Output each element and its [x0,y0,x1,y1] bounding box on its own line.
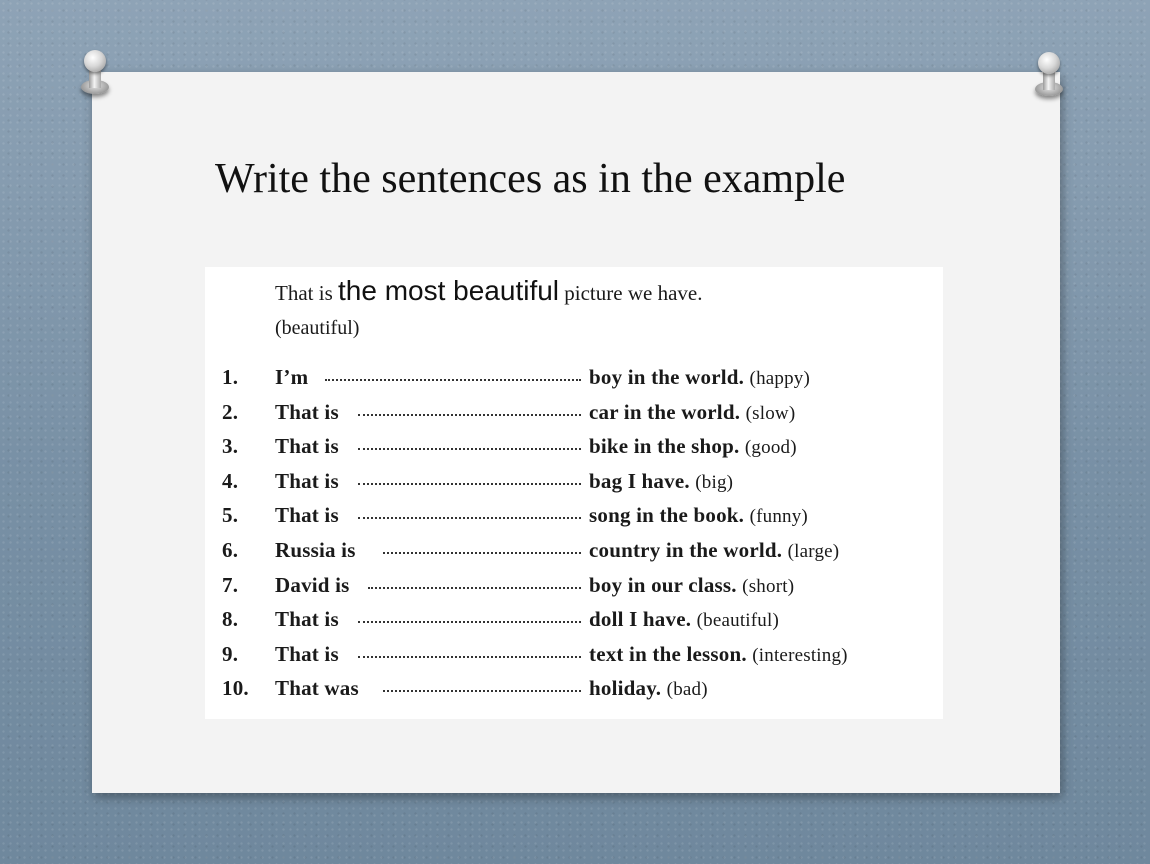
answer-blank[interactable] [358,656,581,658]
item-hint: (short) [742,575,795,597]
answer-blank[interactable] [358,621,581,623]
answer-blank[interactable] [358,448,581,450]
item-number: 9. [222,641,239,666]
item-start: I’m [275,365,309,389]
item-number: 8. [222,607,239,632]
item-start: That is [275,399,339,424]
item-start: That is [275,468,339,493]
pushpin-icon [82,50,108,94]
item-hint: (slow) [745,402,796,424]
item-rest: bike in the shop. (good) [589,434,797,459]
item-start: Russia is [275,538,356,562]
item-rest: holiday. (bad) [589,676,708,701]
exercise-item [205,469,943,503]
exercise-item [205,607,943,641]
item-hint: (big) [695,471,734,493]
item-start: That was [275,676,359,701]
item-number: 3. [222,434,239,459]
item-hint: (large) [787,541,840,562]
item-rest: country in the world. (large) [589,538,840,562]
example-suffix: picture we have. [559,281,703,305]
item-start: That is [275,641,339,666]
exercise-item [205,538,943,572]
answer-blank[interactable] [383,690,581,692]
answer-blank[interactable] [325,379,581,381]
item-rest: boy in the world. (happy) [589,365,811,389]
exercise-box [205,267,943,719]
item-start: That is [275,503,339,528]
example-prefix: That is [275,281,338,305]
example-answer: the most beautiful [338,275,560,306]
item-hint: (interesting) [752,644,848,666]
item-number: 2. [222,399,239,424]
exercise-item [205,642,943,676]
answer-blank[interactable] [358,517,581,519]
item-number: 7. [222,572,239,597]
exercise-item [205,400,943,434]
exercise-item [205,676,943,710]
exercise-item [205,573,943,607]
answer-blank[interactable] [368,587,581,589]
slide-title: Write the sentences as in the example [215,156,846,202]
item-hint: (good) [744,437,797,459]
item-number: 1. [222,365,239,389]
item-number: 5. [222,503,239,528]
item-start: That is [275,607,339,632]
item-rest: car in the world. (slow) [589,399,796,424]
exercise-item [205,434,943,468]
item-rest: song in the book. (funny) [589,503,808,528]
item-rest: doll I have. (beautiful) [589,607,780,632]
item-number: 4. [222,468,239,493]
item-hint: (funny) [749,506,808,528]
item-number: 6. [222,538,239,562]
example-hint: (beautiful) [275,317,360,339]
item-start: That is [275,434,339,459]
item-number: 10. [222,676,249,701]
answer-blank[interactable] [358,414,581,416]
item-hint: (beautiful) [696,610,780,632]
item-rest: boy in our class. (short) [589,572,795,597]
answer-blank[interactable] [383,552,581,554]
item-rest: text in the lesson. (interesting) [589,641,848,666]
exercise-item [205,365,943,399]
item-hint: (happy) [749,368,811,389]
item-hint: (bad) [666,679,708,701]
item-rest: bag I have. (big) [589,468,734,493]
example-sentence [275,275,702,307]
exercise-item [205,503,943,537]
answer-blank[interactable] [358,483,581,485]
pushpin-icon [1036,52,1062,96]
item-start: David is [275,572,350,597]
